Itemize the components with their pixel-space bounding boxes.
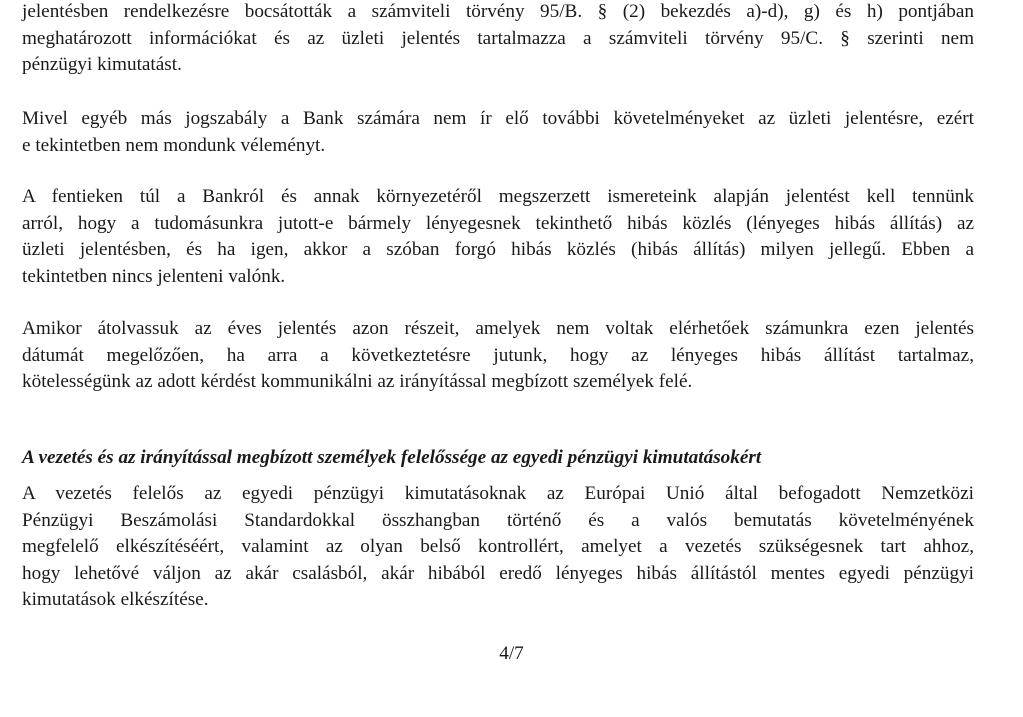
text-line: tekintetben nincs jelenteni valónk. [22, 265, 286, 287]
paragraph-misstatement-report [22, 184, 974, 290]
text-line: dátumát megelőzően, ha arra a következtetésre jutunk, hogy az lényeges hibás állítást tartalmaz, [22, 344, 974, 366]
text-line: Mivel egyéb más jogszabály a Bank számára nem ír elő további követelményeket az üzleti jelentésre, ezért [22, 108, 974, 129]
text-line: A vezetés felelős az egyedi pénzügyi kimutatásoknak az Európai Unió által befogadott Nemzetközi [22, 483, 974, 504]
text-line: Pénzügyi Beszámolási Standardokkal összhangban történő és a valós bemutatás követelményének [22, 509, 974, 531]
paragraph-no-opinion [22, 106, 974, 159]
page-number: 4/7 [499, 643, 524, 664]
text-line: jelentésben rendelkezésre bocsátották a számviteli törvény 95/B. § (2) bekezdés a)-d), g) és h) pontjában [22, 1, 974, 22]
paragraph-business-report-info [22, 0, 974, 79]
text-line: kimutatások elkészítése. [22, 589, 209, 610]
text-line: A fentieken túl a Bankról és annak környezetéről megszerzett ismereteink alapján jelentést kell tennünk [22, 186, 974, 207]
text-line: meghatározott információkat és az üzleti jelentés tartalmazza a számviteli törvény 95/C. § szerinti nem [22, 27, 974, 49]
text-line: Amikor átolvassuk az éves jelentés azon részeit, amelyek nem voltak elérhetőek számunkra ezen jelentés [22, 318, 974, 339]
paragraph-management-responsibility [22, 481, 974, 614]
text-line: pénzügyi kimutatást. [22, 54, 182, 75]
text-line: hogy lehetővé váljon az akár csalásból, akár hibából eredő lényeges hibás állítástól mentes egyedi pénzügyi [22, 562, 974, 584]
text-line: arról, hogy a tudomásunkra jutott-e bármely lényegesnek tekinthető hibás közlés (lényeges hibás állítás) az [22, 212, 974, 234]
text-line: kötelességünk az adott kérdést kommunikálni az irányítással megbízott személyek felé. [22, 371, 693, 392]
text-line: üzleti jelentésben, és ha igen, akkor a szóban forgó hibás közlés (hibás állítás) milyen jellegű. Ebben a [22, 239, 974, 260]
paragraph-annual-report-reading [22, 316, 974, 396]
text-line: megfelelő elkészítéséért, valamint az olyan belső kontrollért, amelyet a vezetés szükségesnek tart ahhoz, [22, 536, 974, 557]
section-heading: A vezetés és az irányítással megbízott személyek felelőssége az egyedi pénzügyi kimutatásokért [22, 447, 762, 468]
text-line: e tekintetben nem mondunk véleményt. [22, 134, 326, 156]
